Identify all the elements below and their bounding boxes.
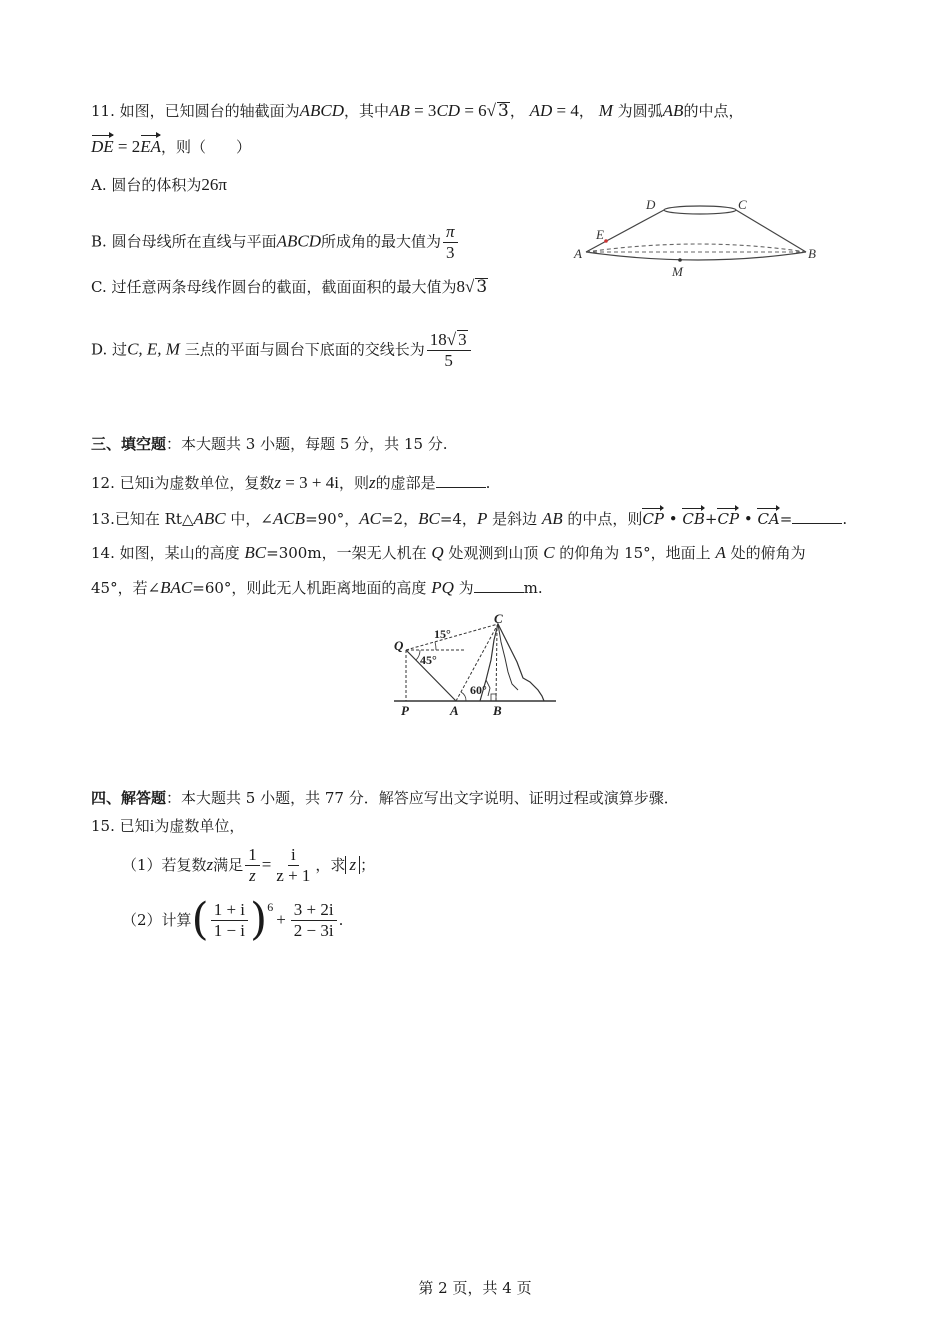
fraction: $\frac{i}{z + 1}$ (276, 844, 311, 885)
frustum-figure (570, 192, 830, 284)
q11-option-b: B. 圆台母线所在直线与平面ABCD所成角的最大值为 $\frac{\pi}{3}$ (91, 222, 460, 263)
label-e: E (596, 227, 604, 242)
label-q: Q (394, 638, 404, 653)
segment-qc (406, 624, 498, 650)
q11-option-c: C. 过任意两条母线作圆台的截面，截面面积的最大值为8√ 3 (91, 277, 488, 297)
answer-blank[interactable] (474, 578, 524, 593)
label-m: M (672, 264, 683, 279)
angle-arc-60 (461, 692, 466, 701)
question-number: 14. (91, 544, 115, 562)
right-angle-mark (491, 694, 496, 701)
point-m-dot (678, 258, 682, 262)
bottom-base-back (586, 244, 806, 252)
angle-arc-15 (435, 642, 436, 650)
fraction: $\frac{1}{z}$ (245, 845, 260, 886)
point-e-dot (604, 239, 608, 243)
vector-cp: CP (642, 510, 665, 528)
q15-part-1: （1）若复数 z 满足 $\frac{1}{z}$ = $\frac{i}{z + 1}$ ，求 z ； (122, 844, 376, 885)
bottom-base-front (586, 252, 806, 260)
q11-option-d: D. 过C, E, M 三点的平面与圆台下底面的交线长为 $\frac{18√ 3}{5}$ (91, 330, 473, 371)
q11-option-a: A. 圆台的体积为26π (91, 175, 227, 194)
q15-part-2: （2）计算 ( $\frac{1 + i}{1 - i}$ ) $^6$ + $\frac{3 + 2i}{2 - 3i}$ . (122, 894, 344, 945)
mountain-figure (390, 610, 560, 720)
segment-bc (496, 628, 497, 701)
fraction: $\frac{\pi}{3}$ (443, 222, 458, 263)
answer-blank[interactable] (436, 473, 486, 488)
top-base-ellipse (664, 206, 736, 214)
label-a: A (574, 246, 582, 261)
generatrix-bc (736, 210, 806, 252)
question-number: 12. (91, 474, 115, 492)
fraction: $\frac{1 + i}{1 - i}$ (211, 900, 248, 941)
question-number: 11. (91, 102, 115, 120)
answer-blank[interactable] (792, 509, 842, 524)
vector-de: DE (91, 137, 114, 156)
label-b: B (493, 703, 502, 718)
section-4-heading: 四、解答题：本大题共 5 小题，共 77 分．解答应写出文字说明、证明过程或演算步骤． (91, 789, 679, 807)
angle-45-label: 45° (420, 653, 437, 667)
label-c: C (494, 611, 503, 626)
vector-ca: CA (757, 510, 780, 528)
q11-line-2: DE = 2EA，则（ ） (91, 137, 252, 156)
vector-ea: EA (140, 137, 162, 156)
q11-line-1: 11. 如图，已知圆台的轴截面为ABCD，其中AB = 3CD = 6√ 3， AD = 4， M 为圆弧AB的中点， (91, 101, 744, 121)
q14-line-1: 14. 如图，某山的高度 BC=300m，一架无人机在 Q 处观测到山顶 C 的仰角为 15°，地面上 A 处的俯角为 (91, 543, 806, 562)
question-number: 13. (91, 510, 115, 528)
modulus: z (345, 856, 360, 874)
q13: 13.已知在 Rt△ABC 中，∠ACB=90°，AC=2，BC=4，P 是斜边 AB 的中点，则CP • CB+CP • CA= . (91, 509, 848, 528)
angle-60-label: 60° (470, 683, 487, 697)
label-a: A (450, 703, 459, 718)
page-footer: 第 2 页，共 4 页 (418, 1279, 532, 1297)
vector-cb: CB (682, 510, 705, 528)
label-d: D (646, 197, 656, 212)
q12: 12. 已知i为虚数单位，复数z = 3 + 4i，则z的虚部是 . (91, 473, 491, 492)
fraction: $\frac{18√ 3}{5}$ (427, 330, 471, 371)
label-b: B (808, 246, 816, 261)
question-number: 15. (91, 817, 115, 835)
label-p: P (401, 703, 409, 718)
section-3-heading: 三、填空题：本大题共 3 小题，每题 5 分，共 15 分. (91, 435, 448, 453)
vector-cp: CP (717, 510, 740, 528)
angle-15-label: 15° (434, 627, 451, 641)
q15-stem: 15. 已知i为虚数单位， (91, 816, 245, 835)
label-c: C (738, 197, 747, 212)
q14-line-2: 45°，若∠BAC=60°，则此无人机距离地面的高度 PQ 为 m. (91, 578, 543, 597)
fraction: $\frac{3 + 2i}{2 - 3i}$ (291, 900, 337, 941)
